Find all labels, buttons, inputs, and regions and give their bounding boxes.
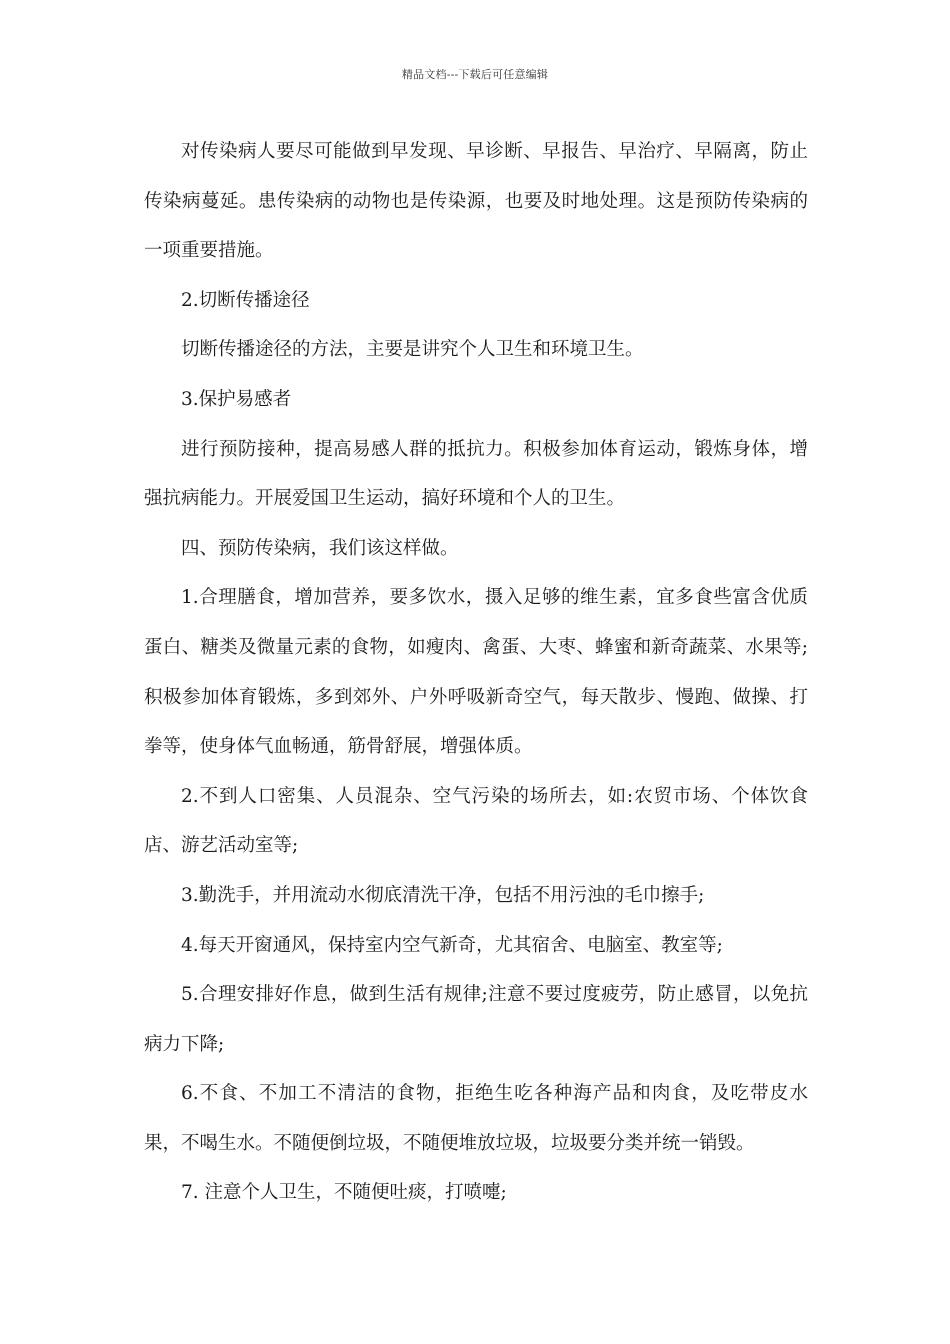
heading-cut-transmission: 2.切断传播途径 (181, 289, 310, 311)
paragraph-cut-transmission: 切断传播途径的方法，主要是讲究个人卫生和环境卫生。 (181, 339, 644, 361)
list-item-2: 2.不到人口密集、人员混杂、空气污染的场所去，如:农贸市场、个体饮食店、游艺活动室等; (144, 785, 808, 857)
list-item-5: 5.合理安排好作息，做到生活有规律;注意不要过度疲劳，防止感冒，以免抗病力下降; (144, 984, 808, 1055)
paragraph-isolate-patients: 对传染病人要尽可能做到早发现、早诊断、早报告、早治疗、早隔离，防止传染病蔓延。患传染病的动物也是传染源，也要及时地处理。这是预防传染病的一项重要措施。 (144, 141, 808, 262)
list-item-3: 3.勤洗手，并用流动水彻底清洗干净，包括不用污浊的毛巾擦手; (181, 884, 705, 906)
heading-protect-susceptible: 3.保护易感者 (181, 388, 292, 410)
paragraph-protect-susceptible: 进行预防接种，提高易感人群的抵抗力。积极参加体育运动，锻炼身体，增强抗病能力。开展爱国卫生运动，搞好环境和个人的卫生。 (144, 438, 808, 510)
list-item-7: 7. 注意个人卫生，不随便吐痰，打喷嚏; (181, 1182, 507, 1204)
document-body (144, 127, 808, 1218)
heading-section-four: 四、预防传染病，我们该这样做。 (181, 537, 459, 559)
list-item-4: 4.每天开窗通风，保持室内空气新奇，尤其宿舍、电脑室、教室等; (181, 934, 723, 956)
list-item-1: 1.合理膳食，增加营养，要多饮水，摄入足够的维生素，宜多食些富含优质蛋白、糖类及微量元素的食物，如瘦肉、禽蛋、大枣、蜂蜜和新奇蔬菜、水果等;积极参加体育锻炼，多到郊外、户外呼吸新奇空气，每天散步、慢跑、做操、打拳等，使身体气血畅通，筋骨舒展，增强体质。 (144, 587, 808, 758)
list-item-6: 6.不食、不加工不清洁的食物，拒绝生吃各种海产品和肉食，及吃带皮水果，不喝生水。不随便倒垃圾，不随便堆放垃圾，垃圾要分类并统一销毁。 (144, 1083, 808, 1154)
page-header: 精品文档---下载后可任意编辑 (401, 68, 549, 81)
